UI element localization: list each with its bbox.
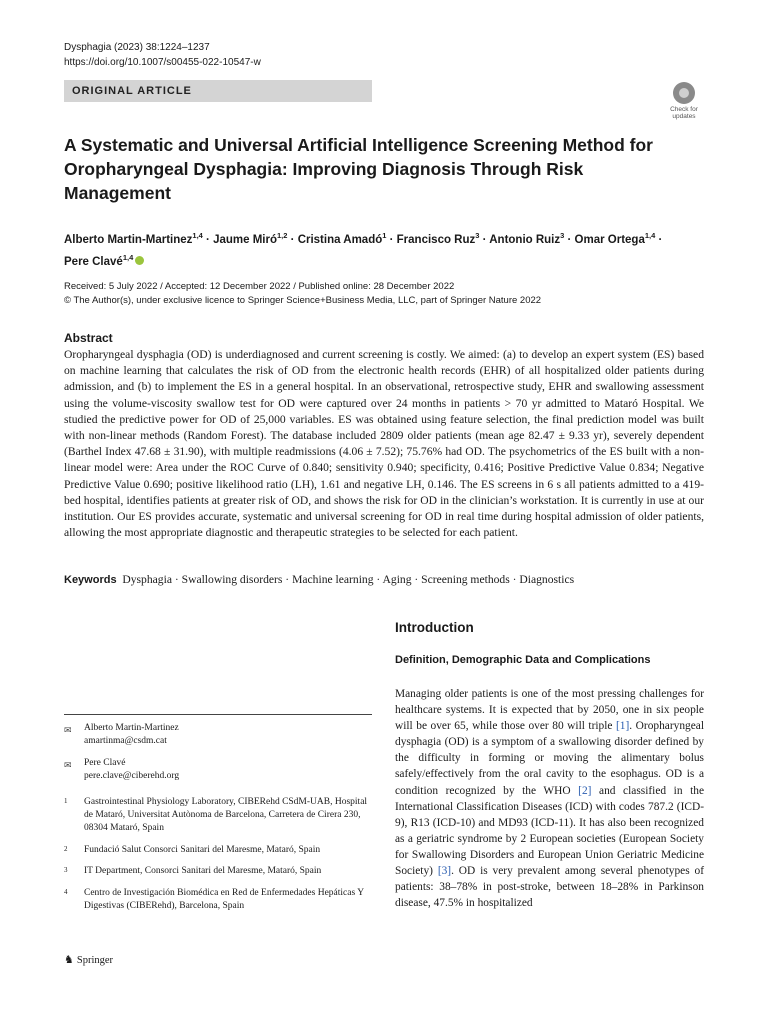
author-name[interactable]: Antonio Ruiz xyxy=(489,233,561,246)
intro-text-1: Managing older patients is one of the most pressing challenges for healthcare systems. It is expected that by 2050, one in six people will be over 65, while those over 80 will triple xyxy=(395,688,704,733)
subsection-heading: Definition, Demographic Data and Complications xyxy=(395,654,651,666)
contact-email[interactable]: pere.clave@ciberehd.org xyxy=(84,771,180,782)
author-list: Alberto Martin‑Martinez$^{1,4}$ · Jaume Miró$^{1,2}$ · Cristina Amadó$^1$ · Francisco Ruz$^3$ · Antonio Ruiz$^3$ · Omar Ortega$^{1,4}$ · Pere Clavé$^{1,4}$ xyxy=(64,231,663,268)
publisher-name: Springer xyxy=(76,955,114,966)
check-for-updates-badge[interactable] xyxy=(664,82,704,124)
author-name[interactable]: Jaume Miró xyxy=(213,233,278,246)
affiliation-number: 2 xyxy=(64,844,68,853)
affiliation-text: Fundació Salut Consorci Sanitari del Maresme, Mataró, Spain xyxy=(84,844,321,855)
author-affiliation: 1,4 xyxy=(192,231,203,240)
author-name[interactable]: Omar Ortega xyxy=(574,233,645,246)
affiliation-text: Centro de Investigación Biomédica en Red de Enfermedades Hepáticas Y Digestivas (CIBERehd), Barcelona, Spain xyxy=(84,887,364,912)
affiliation-number: 3 xyxy=(64,866,68,875)
contact-name: Pere Clavé xyxy=(84,757,126,768)
check-for-updates-icon xyxy=(673,82,695,104)
intro-text-2: . Oropharyngeal dysphagia (OD) is a symptom of a swallowing disorder defined by the difficulty in forming or moving the alimentary bolus safely/effectively from the oral cavity to the esophagus. OD is a condition recognized by the WHO xyxy=(395,720,704,797)
keywords-label: Keywords xyxy=(64,574,117,586)
contact-entry xyxy=(64,722,372,749)
author-name[interactable]: Alberto Martin‑Martinez xyxy=(64,233,193,246)
doi-link[interactable]: https://doi.org/10.1007/s00455-022-10547-w xyxy=(64,57,261,68)
author-affiliation: 3 xyxy=(475,231,480,240)
affiliation-entry xyxy=(64,796,372,836)
intro-text-4: . OD is very prevalent among several phenotypes of patients: 38–78% in post-stroke, between 18–28% in Parkinson disease, 47.5% in hospitalized xyxy=(395,865,704,910)
author-affiliation: 3 xyxy=(560,231,565,240)
article-type-bar: ORIGINAL ARTICLE xyxy=(64,80,372,102)
reference-link[interactable]: [3] xyxy=(437,865,452,878)
keywords-list: Dysphagia · Swallowing disorders · Machine learning · Aging · Screening methods · Diagnostics xyxy=(122,573,575,586)
affiliation-entry xyxy=(64,844,372,857)
contact-email[interactable]: amartinma@csdm.cat xyxy=(84,736,167,747)
publication-dates xyxy=(64,280,704,308)
springer-horse-icon: ♞ xyxy=(64,954,74,966)
publisher-logo xyxy=(64,953,113,968)
reference-link[interactable]: [2] xyxy=(578,784,592,797)
intro-text-3: and classified in the International Classification Diseases (ICD) with codes 787.2 (ICD-9), R13 (ICD-10) and MD93 (ICD-11). It has also been recognized as a geriatric syndrome by 2 European societies (European Society for Swallowing Disorders and European Union Geriatric Medicine Society) xyxy=(395,784,704,878)
abstract-heading: Abstract xyxy=(64,331,113,345)
affiliation-number: 1 xyxy=(64,796,68,805)
check-updates-label-2: updates xyxy=(672,113,696,120)
contact-entry xyxy=(64,757,372,784)
affiliation-number: 4 xyxy=(64,887,68,896)
keywords xyxy=(64,572,704,588)
contact-name: Alberto Martin‑Martinez xyxy=(84,723,179,733)
envelope-icon: ✉ xyxy=(64,759,72,770)
introduction-paragraph xyxy=(395,686,704,911)
article-title: A Systematic and Universal Artificial Intelligence Screening Method for Oropharyngeal Dysphagia: Improving Diagnosis Through Risk Management xyxy=(64,135,653,203)
affiliation-entry xyxy=(64,865,372,878)
footnotes xyxy=(64,722,372,921)
copyright-line: © The Author(s), under exclusive licence to Springer Science+Business Media, LLC, part of Springer Nature 2022 xyxy=(64,295,542,306)
author-affiliation: 1,4 xyxy=(122,252,134,262)
author-affiliation: 1,4 xyxy=(644,231,656,240)
affiliation-entry xyxy=(64,887,372,914)
history-dates: Received: 5 July 2022 / Accepted: 12 December 2022 / Published online: 28 December 2022 xyxy=(64,281,455,292)
author-affiliation: 1 xyxy=(382,231,387,240)
orcid-icon[interactable] xyxy=(135,256,144,265)
author-name[interactable]: Pere Clavé xyxy=(64,255,123,268)
journal-info xyxy=(64,40,261,70)
check-updates-label-1: Check for xyxy=(670,106,698,113)
reference-link[interactable]: [1] xyxy=(616,720,630,733)
footnote-divider xyxy=(64,714,372,715)
envelope-icon: ✉ xyxy=(64,725,72,735)
author-affiliation: 1,2 xyxy=(277,231,288,240)
journal-citation: Dysphagia (2023) 38:1224–1237 xyxy=(64,42,210,53)
author-name[interactable]: Cristina Amadó xyxy=(297,233,383,246)
affiliation-text: Gastrointestinal Physiology Laboratory, CIBERehd CSdM-UAB, Hospital de Mataró, Universitat Autònoma de Barcelona, Carretera de Cirera 230, 08304 Mataró, Spain xyxy=(84,796,368,834)
abstract-text: Oropharyngeal dysphagia (OD) is underdiagnosed and current screening is costly. We aimed: (a) to develop an expert system (ES) based on machine learning that calculates the risk of OD from the electronic health records (EHR) of all hospitalized older patients during admission, and (b) to implement the ES in a general hospital. In an observational, retrospective study, EHR and swallowing assessment using the volume-viscosity swallow test for OD were captured over 24 months in patients > 70 yr admitted to Mataró Hospital. We studied the predictive power for OD of 25,000 variables. ES was obtained using feature selection, the final prediction model was built with non-linear methods (Random Forest). The database included 2809 older patients (mean age 82.47 ± 9.33 yr), severely dependent (Barthel Index 47.68 ± 31.90), with multiple readmissions (4.06 ± 7.52); 75.76% had OD. The psychometrics of the ES built with a non-linear model were: Area under the ROC Curve of 0.840; sensitivity 0.940; specificity, 0.416; Positive Predictive Value 0.834; Negative Predictive Value 0.690; positive likelihood ratio (LH), 1.61 and negative LH, 0.146. The ES screens in 6 s all patients admitted to a 419-bed hospital, identifies patients at greater risk of OD, and shows the risk for OD in the clinician’s workstation. It is currently in use at our institution. Our ES provides accurate, systematic and universal screening for OD in real time during hospital admission of older patients, allowing the most appropriate diagnostic and therapeutic strategies to be selected for each patient. xyxy=(64,348,704,540)
section-heading-introduction: Introduction xyxy=(395,620,474,635)
author-name[interactable]: Francisco Ruz xyxy=(396,233,476,246)
affiliation-text: IT Department, Consorci Sanitari del Maresme, Mataró, Spain xyxy=(84,866,322,877)
